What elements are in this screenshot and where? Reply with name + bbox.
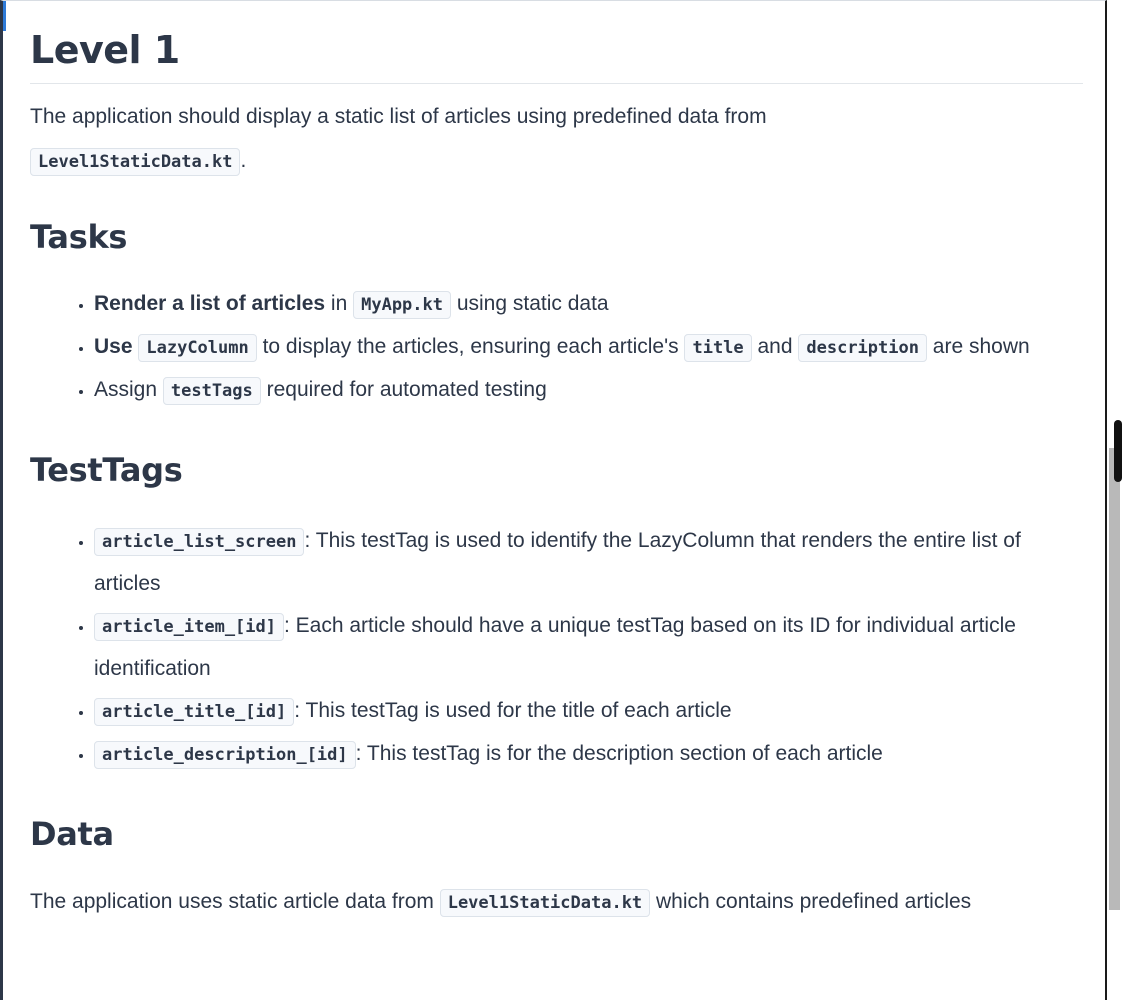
task-text: required for automated testing [260, 378, 547, 401]
task-item [94, 283, 1083, 326]
testtag-text: : Each article should have a unique testTag based on its ID for individual article identification [94, 614, 1016, 680]
task-text: and [751, 335, 799, 358]
task-text: in [325, 292, 354, 315]
task-code: testTags [163, 377, 261, 405]
testtag-text: : This testTag is used for the title of each article [294, 699, 732, 722]
intro-text: The application should display a static list of articles using predefined data from [30, 105, 767, 128]
tasks-list [30, 283, 1083, 412]
resize-handle[interactable] [1114, 420, 1122, 482]
task-code: LazyColumn [138, 334, 256, 362]
task-text: Assign [94, 378, 163, 401]
task-code: MyApp.kt [353, 291, 451, 319]
intro-code: Level1StaticData.kt [30, 148, 240, 176]
tasks-heading: Tasks [30, 218, 128, 256]
data-code: Level1StaticData.kt [440, 889, 650, 917]
testtag-text: : This testTag is used to identify the LazyColumn that renders the entire list of articles [94, 529, 1021, 595]
document-content [30, 1, 1083, 925]
task-text: are shown [926, 335, 1030, 358]
task-text: to display the articles, ensuring each article's [256, 335, 685, 358]
task-code: description [798, 334, 927, 362]
data-paragraph [30, 880, 1083, 925]
task-bold: Use [94, 335, 133, 358]
data-heading: Data [30, 815, 114, 853]
intro-end: . [240, 149, 247, 172]
testtag-text: : This testTag is for the description section of each article [355, 742, 883, 765]
testtags-heading: TestTags [30, 451, 183, 489]
testtag-code: article_item_[id] [94, 613, 284, 641]
task-text: using static data [451, 292, 609, 315]
data-text: The application uses static article data from [30, 890, 440, 913]
testtag-item [94, 733, 1083, 776]
task-item [94, 369, 1083, 412]
task-bold: Render a list of articles [94, 292, 326, 315]
testtag-item [94, 605, 1083, 690]
testtag-code: article_list_screen [94, 528, 304, 556]
scrollbar-thumb[interactable] [1109, 448, 1120, 910]
testtag-item [94, 690, 1083, 733]
data-text: which contains predefined articles [650, 890, 972, 913]
intro-paragraph [30, 95, 1083, 184]
testtag-code: article_title_[id] [94, 698, 294, 726]
testtags-list [30, 520, 1083, 776]
task-code: title [684, 334, 751, 362]
page-title: Level 1 [30, 1, 1083, 84]
testtag-code: article_description_[id] [94, 741, 356, 769]
window-accent [3, 1, 6, 31]
testtag-item [94, 520, 1083, 605]
task-item [94, 326, 1083, 369]
